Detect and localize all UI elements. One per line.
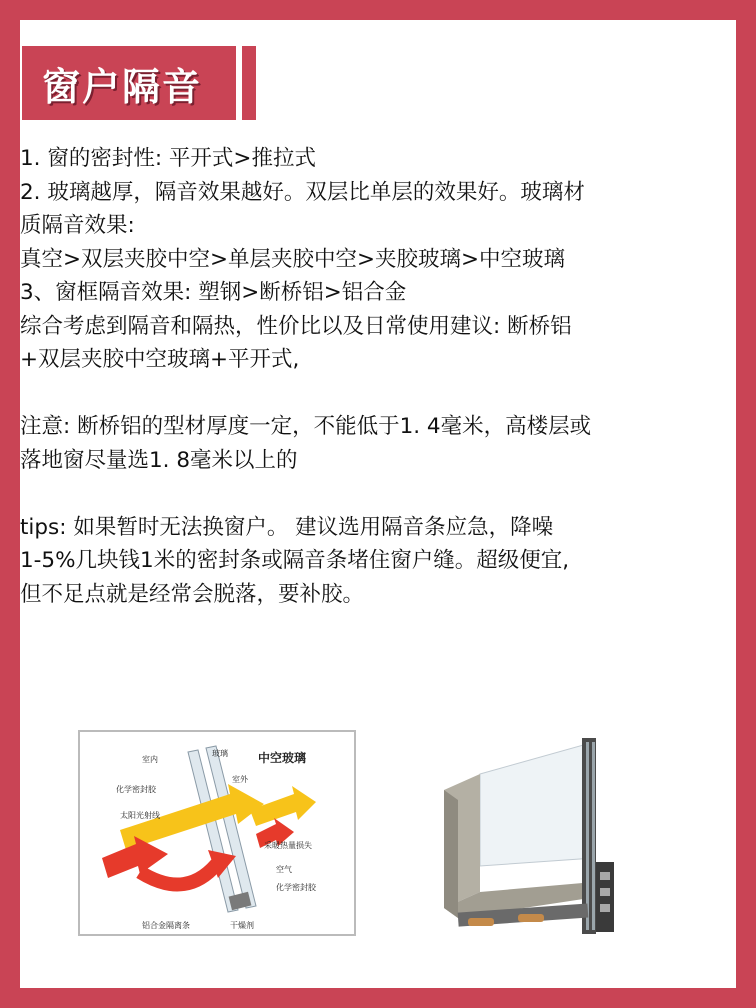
label-sunlight: 太阳光射线 [120,811,160,820]
label-desiccant: 干燥剂 [230,921,254,930]
text-line: 质隔音效果: [20,213,135,238]
text-line: 真空>双层夹胶中空>单层夹胶中空>夹胶玻璃>中空玻璃 [20,246,566,272]
label-glass: 玻璃 [212,749,228,758]
insulated-glass-diagram [78,730,356,936]
page-title: 窗户隔音 [42,64,203,109]
article-body [20,142,710,611]
note-line: 注意: 断桥铝的型材厚度一定，不能低于1. 4毫米，高楼层或 [20,414,592,439]
tips-line: 但不足点就是经常会脱落，要补胶。 [20,581,365,607]
tips-line: tips: 如果暂时无法换窗户。 建议选用隔音条应急，降噪 [20,514,554,540]
text-line: 1. 窗的密封性: 平开式>推拉式 [20,146,316,171]
label-indoor: 室内 [142,755,158,764]
label-spacer: 铝合金隔离条 [142,921,190,930]
window-frame-photo [414,722,626,942]
note-line: 落地窗尽量选1. 8毫米以上的 [20,447,298,473]
diagram-title: 中空玻璃 [258,751,307,765]
text-line: 2. 玻璃越厚，隔音效果越好。双层比单层的效果好。玻璃材 [20,179,585,205]
title-accent-bar [242,46,256,120]
tips-line: 1-5%几块钱1米的密封条或隔音条堵住窗户缝。超级便宜, [20,548,570,573]
label-sealant-top: 化学密封胶 [116,785,156,794]
label-heat: 采暖热量损失 [264,841,312,850]
label-sealant-bottom: 化学密封胶 [276,883,316,892]
text-line: 综合考虑到隔音和隔热，性价比以及日常使用建议: 断桥铝 [20,313,572,339]
label-air: 空气 [276,865,292,874]
label-outdoor: 室外 [232,775,248,784]
text-line: +双层夹胶中空玻璃+平开式, [20,347,300,372]
text-line: 3、窗框隔音效果: 塑钢>断桥铝>铝合金 [20,280,407,305]
title-tag [22,46,236,120]
